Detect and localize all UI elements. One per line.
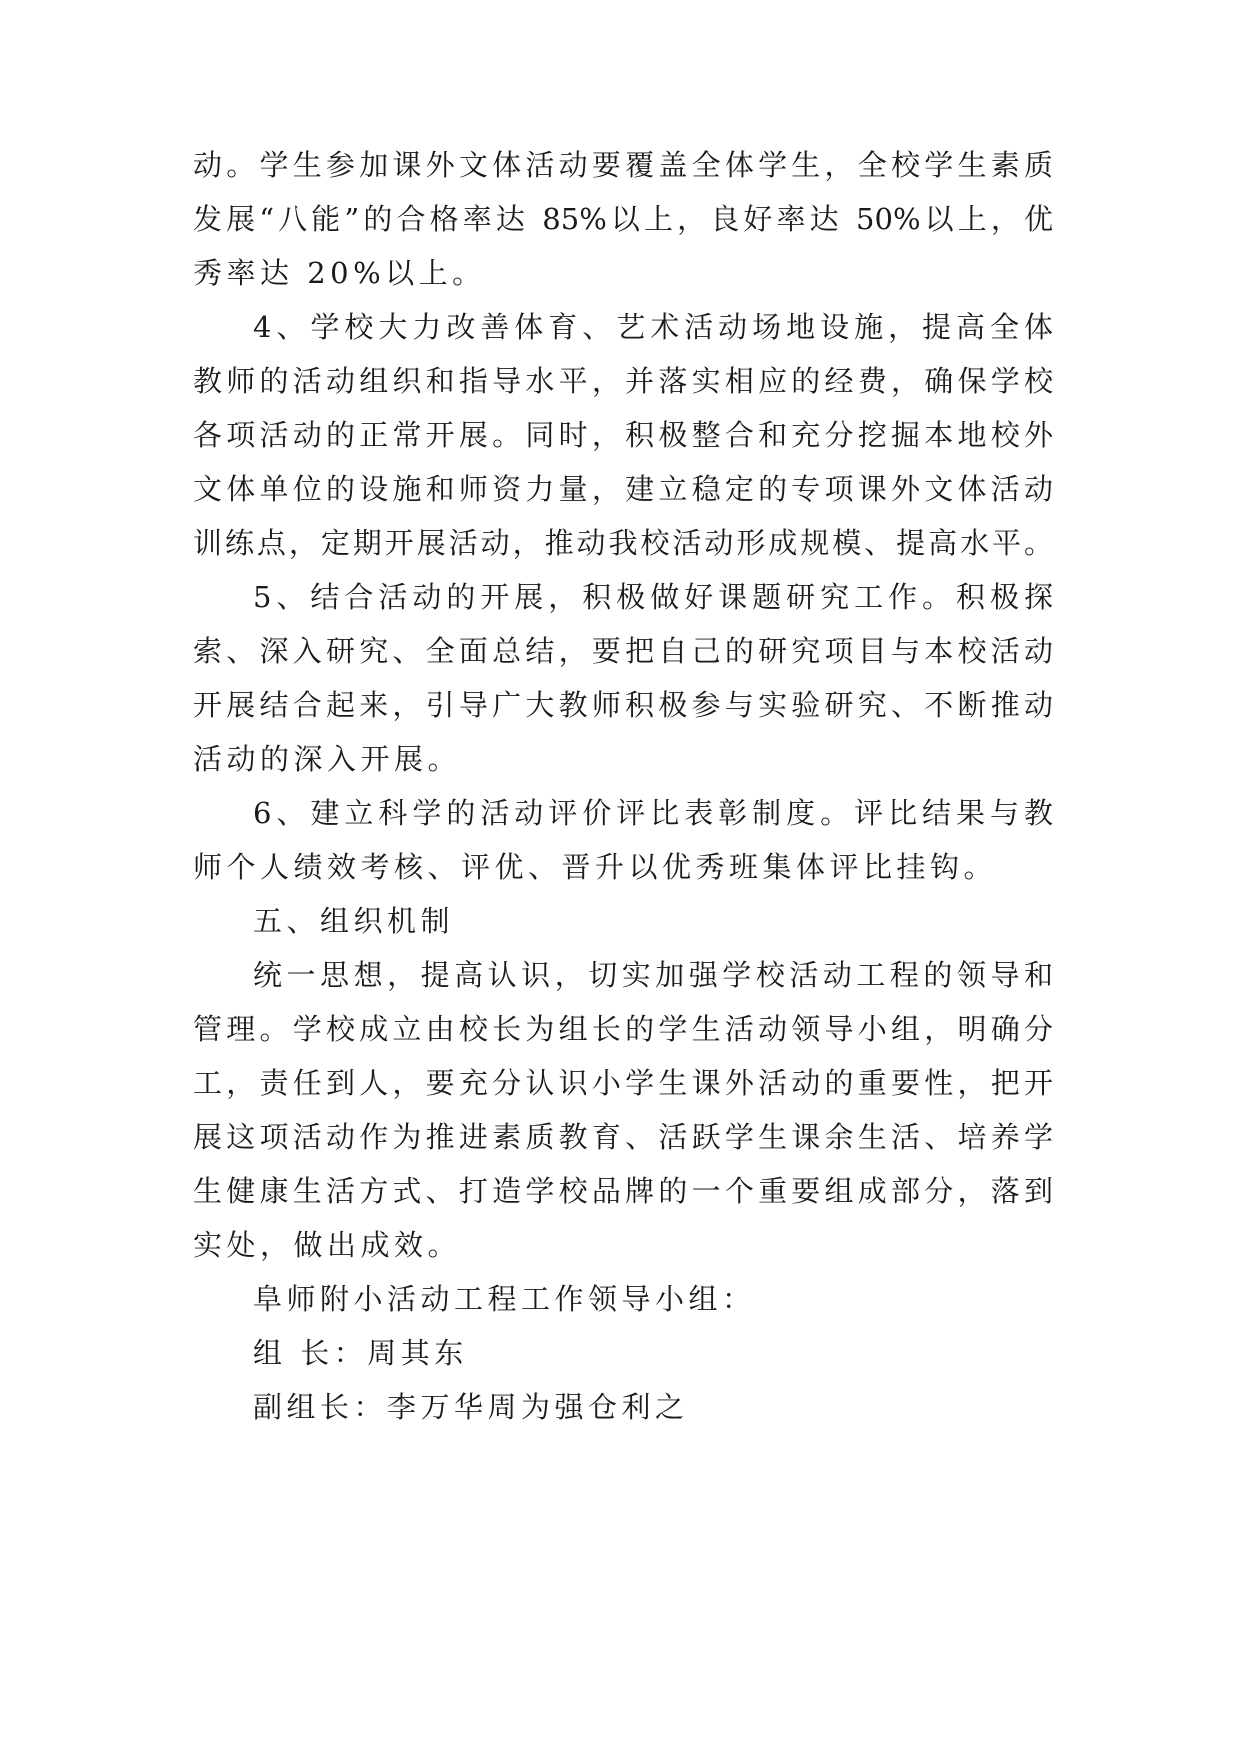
paragraph-line: 展这项活动作为推进素质教育、活跃学生课余生活、培养学	[193, 1120, 1053, 1154]
paragraph-line: 活动的深入开展。	[193, 742, 462, 776]
paragraph-line: 开展结合起来，引导广大教师积极参与实验研究、不断推动	[193, 688, 1053, 722]
paragraph-line: 各项活动的正常开展。同时，积极整合和充分挖掘本地校外	[193, 418, 1053, 452]
paragraph-line: 生健康生活方式、打造学校品牌的一个重要组成部分，落到	[193, 1174, 1053, 1208]
paragraph-line: 索、深入研究、全面总结，要把自己的研究项目与本校活动	[193, 634, 1053, 668]
paragraph-line: 管理。学校成立由校长为组长的学生活动领导小组，明确分	[193, 1012, 1053, 1046]
paragraph-line: 工，责任到人，要充分认识小学生课外活动的重要性，把开	[193, 1066, 1053, 1100]
group-leader: 组 长：周其东	[253, 1336, 468, 1370]
section-heading: 五、组织机制	[253, 904, 455, 938]
paragraph-line: 实处，做出成效。	[193, 1228, 462, 1262]
paragraph-line: 秀率达 20%以上。	[193, 256, 486, 290]
paragraph-line: 6、建立科学的活动评价评比表彰制度。评比结果与教	[253, 796, 1053, 830]
paragraph-line: 动。学生参加课外文体活动要覆盖全体学生，全校学生素质	[193, 148, 1053, 182]
paragraph-line: 5、结合活动的开展，积极做好课题研究工作。积极探	[253, 580, 1053, 614]
paragraph-line: 4、学校大力改善体育、艺术活动场地设施，提高全体	[253, 310, 1053, 344]
paragraph-line: 师个人绩效考核、评优、晋升以优秀班集体评比挂钩。	[193, 850, 998, 884]
paragraph-line: 教师的活动组织和指导水平，并落实相应的经费，确保学校	[193, 364, 1053, 398]
paragraph-line: 统一思想，提高认识，切实加强学校活动工程的领导和	[253, 958, 1053, 992]
paragraph-line: 训练点，定期开展活动，推动我校活动形成规模、提高水平。	[193, 526, 1053, 560]
paragraph-line: 发展“八能”的合格率达 85%以上，良好率达 50%以上，优	[193, 202, 1053, 236]
group-title: 阜师附小活动工程工作领导小组：	[253, 1282, 756, 1316]
paragraph-line: 文体单位的设施和师资力量，建立稳定的专项课外文体活动	[193, 472, 1053, 506]
group-deputy-leaders: 副组长：李万华周为强仓利之	[253, 1390, 689, 1424]
